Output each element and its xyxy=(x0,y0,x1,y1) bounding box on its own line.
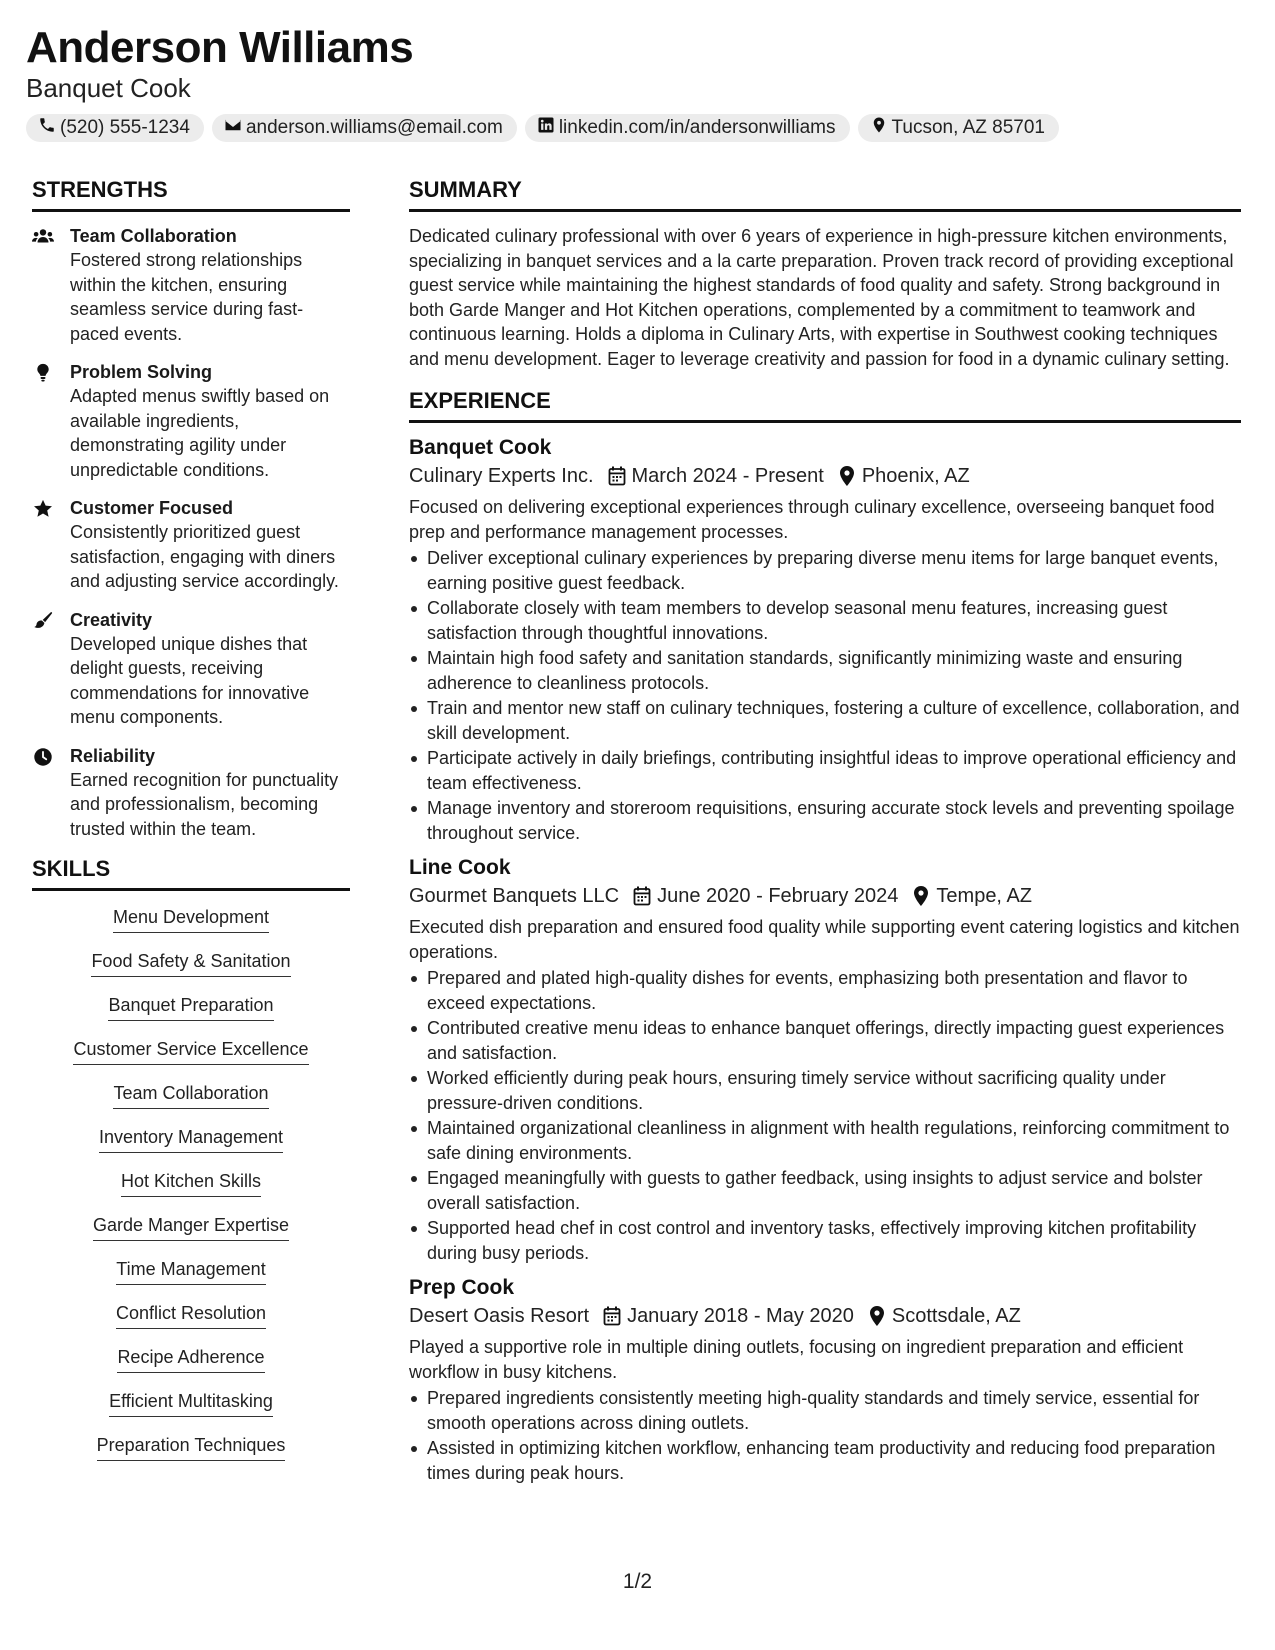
experience-heading: EXPERIENCE xyxy=(409,387,1241,423)
strength-title: Creativity xyxy=(70,609,153,630)
strength-desc: Adapted menus swiftly based on available ingredients, demonstrating agility under unpredictable conditions. xyxy=(70,386,330,480)
job-bullets xyxy=(409,546,1241,845)
job-bullet: Collaborate closely with team members to develop seasonal menu features, increasing guest satisfaction through thoughtful innovations. xyxy=(427,596,1241,645)
summary-text: Dedicated culinary professional with over 6 years of experience in high-pressure kitchen environments, specializing in banquet services and a la carte preparation. Proven track record of providing exceptional guest service while maintaining the highest standards of food quality and safety. Strong background in both Garde Manger and Hot Kitchen operations, complemented by a commitment to teamwork and continuous learning. Holds a diploma in Culinary Arts, with expertise in Southwest cooking techniques and menu development. Eager to leverage creativity and passion for food in a dynamic culinary setting. xyxy=(409,226,1234,369)
strength-item xyxy=(32,744,350,842)
job-company: Culinary Experts Inc. xyxy=(409,465,594,487)
skill-item: Time Management xyxy=(116,1257,265,1285)
contact-email[interactable] xyxy=(212,114,517,142)
job-bullet: Engaged meaningfully with guests to gather feedback, using insights to adjust service and bolster overall satisfaction. xyxy=(427,1166,1241,1215)
skill-item: Hot Kitchen Skills xyxy=(121,1169,261,1197)
job-location: Scottsdale, AZ xyxy=(891,1305,1021,1327)
strength-item xyxy=(32,360,350,482)
skill-item: Recipe Adherence xyxy=(117,1345,264,1373)
strength-title: Reliability xyxy=(70,745,156,766)
job-description: Played a supportive role in multiple dining outlets, focusing on ingredient preparation and efficient workflow in busy kitchens. xyxy=(409,1337,1184,1382)
job-dates: January 2018 - May 2020 xyxy=(627,1305,854,1327)
brush-icon xyxy=(32,608,70,730)
job-title: Line Cook xyxy=(409,856,511,879)
skill-item: Banquet Preparation xyxy=(108,993,273,1021)
skill-item: Conflict Resolution xyxy=(116,1301,266,1329)
job-bullet: Participate actively in daily briefings, contributing insightful ideas to improve operational efficiency and team effectiveness. xyxy=(427,746,1241,795)
skill-item: Preparation Techniques xyxy=(97,1433,286,1461)
job-meta xyxy=(409,881,1241,911)
job-location: Tempe, AZ xyxy=(936,885,1033,907)
job-dates: June 2020 - February 2024 xyxy=(657,885,899,907)
candidate-name: Anderson Williams xyxy=(26,23,414,72)
calendar-icon xyxy=(603,1306,621,1326)
skills-list xyxy=(32,903,350,1477)
location-pin-icon xyxy=(870,116,892,140)
job-bullet: Prepared and plated high-quality dishes for events, emphasizing both presentation and flavor to exceed expectations. xyxy=(427,966,1241,1015)
job-meta xyxy=(409,1301,1241,1331)
job-entry xyxy=(409,855,1241,1265)
skill-item: Garde Manger Expertise xyxy=(93,1213,289,1241)
contact-phone-text: (520) 555-1234 xyxy=(60,117,190,138)
linkedin-icon xyxy=(537,116,559,140)
skill-item: Inventory Management xyxy=(99,1125,283,1153)
contact-bar xyxy=(26,114,1059,142)
strength-title: Problem Solving xyxy=(70,362,213,382)
contact-location-text: Tucson, AZ 85701 xyxy=(891,117,1046,138)
job-bullets xyxy=(409,1386,1241,1485)
calendar-icon xyxy=(633,886,651,906)
job-location: Phoenix, AZ xyxy=(861,465,970,487)
candidate-title: Banquet Cook xyxy=(26,73,191,103)
left-column xyxy=(32,176,350,1477)
strength-desc: Earned recognition for punctuality and professionalism, becoming trusted within the team. xyxy=(70,769,339,839)
job-meta xyxy=(409,461,1241,491)
job-entry xyxy=(409,1275,1241,1485)
skill-item: Menu Development xyxy=(113,905,269,933)
strength-desc: Consistently prioritized guest satisfaction, engaging with diners and adjusting service accordingly. xyxy=(70,522,339,591)
strengths-heading: STRENGTHS xyxy=(32,176,350,212)
lightbulb-icon xyxy=(32,360,70,482)
skill-item: Team Collaboration xyxy=(113,1081,268,1109)
location-pin-icon xyxy=(868,1306,886,1326)
job-bullet: Worked efficiently during peak hours, ensuring timely service without sacrificing quality under pressure-driven conditions. xyxy=(427,1066,1241,1115)
job-bullet: Train and mentor new staff on culinary techniques, fostering a culture of excellence, collaboration, and skill development. xyxy=(427,696,1241,745)
strength-desc: Developed unique dishes that delight guests, receiving commendations for innovative menu components. xyxy=(70,633,310,727)
job-bullet: Deliver exceptional culinary experiences by preparing diverse menu items for large banquet events, earning positive guest feedback. xyxy=(427,546,1241,595)
job-bullets xyxy=(409,966,1241,1265)
skill-item: Efficient Multitasking xyxy=(109,1389,273,1417)
right-column xyxy=(409,176,1241,1495)
page-number: 1/2 xyxy=(622,1570,653,1593)
job-dates: March 2024 - Present xyxy=(631,465,824,487)
job-bullet: Contributed creative menu ideas to enhance banquet offerings, directly impacting guest experiences and satisfaction. xyxy=(427,1016,1241,1065)
job-bullet: Manage inventory and storeroom requisitions, ensuring accurate stock levels and preventing spoilage throughout service. xyxy=(427,796,1241,845)
summary-heading: SUMMARY xyxy=(409,176,1241,212)
contact-location xyxy=(858,114,1060,142)
skill-item: Customer Service Excellence xyxy=(73,1037,308,1065)
job-description: Focused on delivering exceptional experiences through culinary excellence, overseeing banquet food prep and performance management processes. xyxy=(409,497,1215,542)
clock-icon xyxy=(32,744,70,842)
envelope-icon xyxy=(224,116,246,140)
location-pin-icon xyxy=(838,466,856,486)
job-bullet: Maintain high food safety and sanitation standards, significantly minimizing waste and ensuring adherence to cleanliness protocols. xyxy=(427,646,1241,695)
strength-title: Customer Focused xyxy=(70,498,234,518)
phone-icon xyxy=(38,116,60,140)
job-title: Banquet Cook xyxy=(409,436,552,459)
job-bullet: Maintained organizational cleanliness in alignment with health regulations, reinforcing commitment to safe dining environments. xyxy=(427,1116,1241,1165)
contact-linkedin-text[interactable]: linkedin.com/in/andersonwilliams xyxy=(558,117,836,138)
strength-title: Team Collaboration xyxy=(70,226,237,246)
users-icon xyxy=(32,224,70,346)
contact-linkedin[interactable] xyxy=(525,114,850,142)
job-bullet: Assisted in optimizing kitchen workflow, enhancing team productivity and reducing food preparation times during peak hours. xyxy=(427,1436,1241,1485)
job-company: Desert Oasis Resort xyxy=(409,1305,590,1327)
skill-item: Food Safety & Sanitation xyxy=(91,949,290,977)
strength-item xyxy=(32,224,350,346)
contact-phone xyxy=(26,114,204,142)
calendar-icon xyxy=(608,466,626,486)
job-bullet: Supported head chef in cost control and inventory tasks, effectively improving kitchen profitability during busy periods. xyxy=(427,1216,1241,1265)
job-company: Gourmet Banquets LLC xyxy=(409,885,620,907)
contact-email-text[interactable]: anderson.williams@email.com xyxy=(245,117,503,138)
job-description: Executed dish preparation and ensured food quality while supporting event catering logistics and kitchen operations. xyxy=(409,917,1240,962)
location-pin-icon xyxy=(912,886,930,906)
job-bullet: Prepared ingredients consistently meeting high-quality standards and timely service, essential for smooth operations across dining outlets. xyxy=(427,1386,1241,1435)
star-icon xyxy=(32,496,70,594)
skills-heading: SKILLS xyxy=(32,855,350,891)
job-entry xyxy=(409,435,1241,845)
job-title: Prep Cook xyxy=(409,1276,515,1299)
strength-item xyxy=(32,608,350,730)
strength-desc: Fostered strong relationships within the kitchen, ensuring seamless service during fast-paced events. xyxy=(70,250,304,344)
strength-item xyxy=(32,496,350,594)
